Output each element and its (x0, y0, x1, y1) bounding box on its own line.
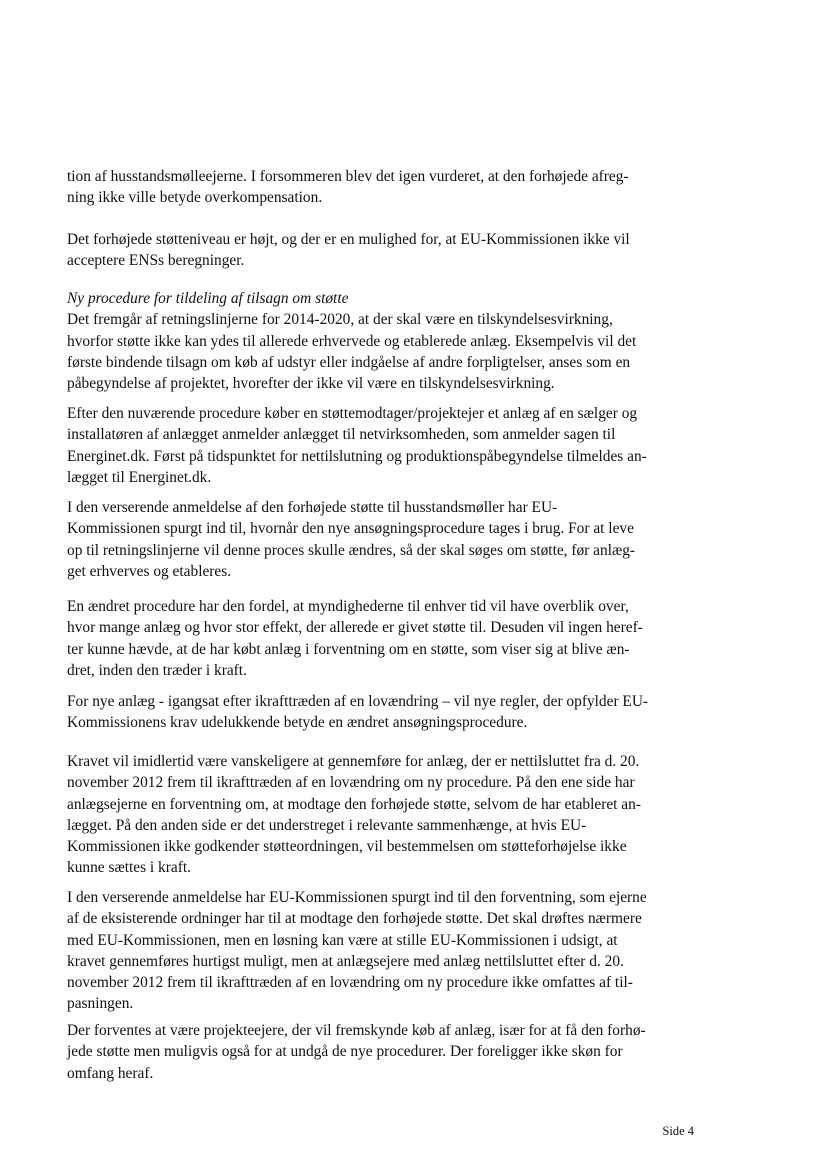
text-line: dret, inden den træder i kraft. (67, 661, 247, 679)
text-line: ning ikke ville betyde overkompensation. (67, 189, 323, 207)
text-line: Der forventes at være projekteejere, der vil fremskynde køb af anlæg, især for at få den forhø- (67, 1022, 646, 1039)
text-line: Efter den nuværende procedure køber en støttemodtager/projektejer et anlæg af en sælger og (67, 405, 638, 422)
text-line: pasningen. (67, 995, 134, 1013)
text-line: november 2012 frem til ikrafttræden af en lovændring om ny procedure ikke omfattes af til- (67, 974, 633, 992)
text-line: En ændret procedure har den fordel, at myndighederne til enhver tid vil have overblik over, (67, 598, 629, 615)
paragraph-7 (67, 691, 707, 734)
text-line: hvor mange anlæg og hvor stor effekt, der allerede er givet støtte til. Desuden vil ingen heref- (67, 619, 643, 637)
text-line: jede støtte men muligvis også for at undgå de nye procedurer. Der foreligger ikke skøn for (67, 1043, 623, 1061)
text-line: tion af husstandsmølleejerne. I forsommeren blev det igen vurderet, at den forhøjede afreg- (67, 168, 629, 185)
paragraph-2 (67, 229, 707, 272)
text-line: Det fremgår af retningslinjerne for 2014-2020, at der skal være en tilskyndelsesvirkning, (67, 311, 613, 329)
text-line: Kommissionen ikke godkender støtteordningen, vil bestemmelsen om støtteforhøjelse ikke (67, 838, 627, 856)
page-number: Side 4 (662, 1124, 694, 1138)
text-line: hvorfor støtte ikke kan ydes til allerede erhvervede og etablerede anlæg. Eksempelvis vil det (67, 332, 637, 350)
text-line: Kommissionen spurgt ind til, hvornår den nye ansøgningsprocedure tages i brug. For at leve (67, 520, 634, 538)
section-heading: Ny procedure for tildeling af tilsagn om støtte (67, 290, 349, 307)
text-line: I den verserende anmeldelse af den forhøjede støtte til husstandsmøller har EU- (67, 499, 558, 516)
document-page (67, 0, 707, 1169)
text-line: kravet gennemføres hurtigst muligt, men at anlægsejere med anlæg nettilsluttet efter d. 20. (67, 952, 624, 970)
paragraph-8 (67, 751, 707, 879)
text-line: november 2012 frem til ikrafttræden af en lovændring om ny procedure. På den ene side har (67, 774, 635, 792)
paragraph-10 (67, 1020, 707, 1084)
text-line: første bindende tilsagn om køb af udstyr eller indgåelse af andre forpligtelser, anses som en (67, 353, 631, 371)
text-line: ter kunne hævde, at de har købt anlæg i forventning om en støtte, som viser sig at blive æn- (67, 640, 630, 658)
text-line: anlægsejerne en forventning om, at modtage den forhøjede støtte, selvom de har etableret an- (67, 795, 641, 813)
text-line: installatøren af anlægget anmelder anlægget til netvirksomheden, som anmelder sagen til (67, 426, 616, 444)
paragraph-5 (67, 497, 707, 582)
paragraph-6 (67, 596, 707, 681)
text-line: op til retningslinjerne vil denne proces skulle ændres, så der skal søges om støtte, før anlæg- (67, 541, 636, 559)
paragraph-9 (67, 887, 707, 1015)
text-line: lægget. På den anden side er det understreget i relevante sammenhænge, at hvis EU- (67, 816, 587, 834)
text-line: Det forhøjede støtteniveau er højt, og der er en mulighed for, at EU-Kommissionen ikke vil (67, 231, 630, 248)
text-line: For nye anlæg - igangsat efter ikrafttræden af en lovændring – vil nye regler, der opfylder EU- (67, 693, 649, 710)
text-line: acceptere ENSs beregninger. (67, 252, 245, 270)
text-line: påbegyndelse af projektet, hvorefter der ikke vil være en tilskyndelsesvirkning. (67, 375, 555, 393)
text-line: Kommissionens krav udelukkende betyde en ændret ansøgningsprocedure. (67, 714, 528, 732)
paragraph-4 (67, 403, 707, 488)
text-line: af de eksisterende ordninger har til at modtage den forhøjede støtte. Det skal drøftes nærmere (67, 910, 642, 928)
paragraph-3 (67, 288, 707, 394)
text-line: omfang heraf. (67, 1064, 154, 1082)
text-line: get erhverves og etableres. (67, 562, 232, 580)
paragraph-1 (67, 166, 707, 209)
text-line: I den verserende anmeldelse har EU-Kommissionen spurgt ind til den forventning, som ejerne (67, 889, 647, 906)
text-line: kunne sættes i kraft. (67, 859, 191, 877)
text-line: Kravet vil imidlertid være vanskeligere at gennemføre for anlæg, der er nettilsluttet fra d. 20. (67, 753, 640, 770)
text-line: lægget til Energinet.dk. (67, 468, 212, 486)
text-line: Energinet.dk. Først på tidspunktet for nettilslutning og produktionspåbegyndelse tilmeldes an- (67, 447, 647, 465)
text-line: med EU-Kommissionen, men en løsning kan være at stille EU-Kommissionen i udsigt, at (67, 931, 618, 949)
